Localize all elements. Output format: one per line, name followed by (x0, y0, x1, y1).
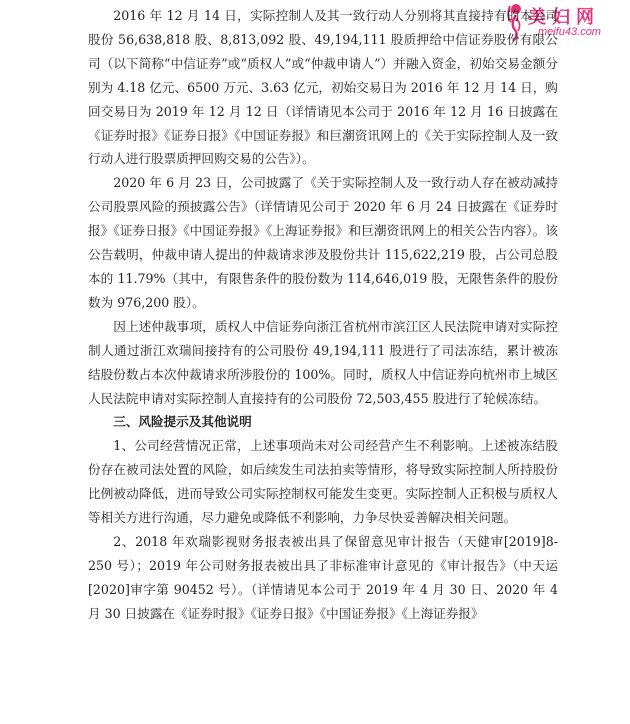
paragraph-arbitration: 2020 年 6 月 23 日，公司披露了《关于实际控制人及一致行动人存在被动减持公司股票风险的预披露公告》（详情请见公司于 2020 年 6 月 24 日披露在《证券时报》《证券日报》《中国证券报》《上海证券报》和巨潮资讯网上的相关公告内容）。该公告载明，仲裁申请人提出的仲裁请求涉及股份共计 115,622,219 股，占公司总股本的 11.79%（其中，有限售条件的股份数为 114,646,019 股，无限售条件的股份数为 976,200 股）。 (88, 175, 558, 310)
risk-item-1: 1、公司经营情况正常，上述事项尚未对公司经营产生不利影响。上述被冻结股份存在被司法处置的风险，如后续发生司法拍卖等情形，将导致实际控制人所持股份比例被动降低，进而导致公司实际控制权可能发生变更。实际控制人正积极与质权人等相关方进行沟通，尽力避免或降低不利影响，力争尽快妥善解决相关问题。 (88, 438, 558, 526)
section-heading: 三、风险提示及其他说明 (113, 414, 252, 430)
risk-item-2: 2、2018 年欢瑞影视财务报表被出具了保留意见审计报告（天健审[2019]8-250 号）；2019 年公司财务报表被出具了非标准审计意见的《审计报告》（中天运[2020]审字第 90452 号）。（详情请见本公司于 2019 年 4 月 30 日、2020 年 4 月 30 日披露在《证券时报》《证券日报》《中国证券报》《上海证券报》 (88, 533, 558, 621)
document-body (88, 4, 558, 626)
watermark-title: 美妇网 (528, 7, 600, 28)
paragraph-freeze: 因上述仲裁事项，质权人中信证券向浙江省杭州市滨江区人民法院申请对实际控制人通过浙江欢瑞间接持有的公司股份 49,194,111 股进行了司法冻结，累计被冻结股份数占本次仲裁请求所涉股份的 100%。同时，质权人中信证券向杭州市上城区人民法院申请对实际控制人直接持有的公司股份 72,503,455 股进行了轮候冻结。 (88, 318, 558, 406)
paragraph-pledge: 2016 年 12 月 14 日，实际控制人及其一致行动人分别将其直接持有的本公司股份 56,638,818 股、8,813,092 股、49,194,111 股质押给中信证券股份有限公司（以下简称“中信证券”或“质权人”或“仲裁申请人”）并融入资金，初始交易金额分别为 4.18 亿元、6500 万元、3.63 亿元，初始交易日为 2016 年 12 月 14 日，购回交易日为 2019 年 12 月 12 日（详情请见本公司于 2016 年 12 月 16 日披露在《证券时报》《证券日报》《中国证券报》和巨潮资讯网上的《关于实际控制人及一致行动人进行股票质押回购交易的公告》）。 (88, 8, 558, 167)
watermark-url: meifu43.com (538, 26, 601, 38)
